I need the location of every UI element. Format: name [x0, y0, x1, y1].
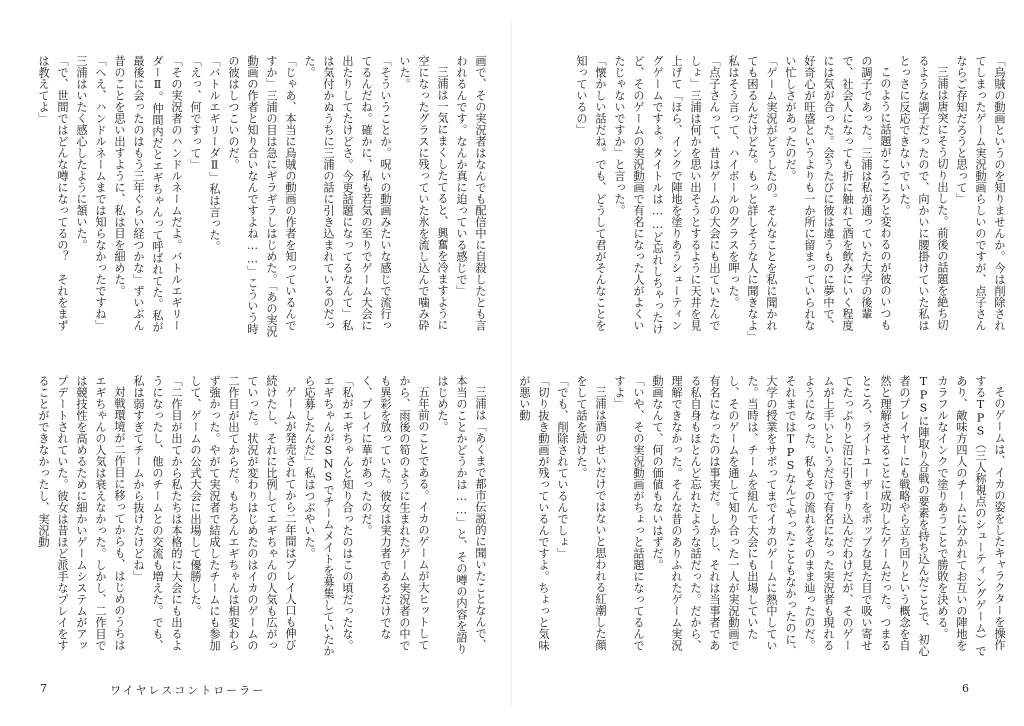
paragraph: 「じゃあ、本当に烏賊の動画の作者を知っているんですか」三浦の目は急にギラギラしはじめた。「あの実況動画の作者と知り合いなんですよね……」こういう時の彼はしつこいのだ。: [227, 55, 297, 337]
paragraph: 「そういうことか。呪いの動画みたいな感じで流行ってるんだね。確かに、私も若気の至りでゲーム大会に出たりしてたけどさ。今更話題になってるなんて」私は気付かぬうちに三浦の話に引き込まれているのだった。: [303, 55, 392, 331]
paragraph: 三浦は「あくまで都市伝説的に聞いたことなんで、本当のことかどうかは……」と、その噂の内容を語りはじめた。: [436, 375, 487, 655]
paragraph: 画で、その実況者はなんでも配信中に自殺したとも言われるんです。なんか真に迫っている感じで」: [455, 55, 487, 331]
paragraph: このように話題がころころと変わるのが彼のいつもの調子であった。三浦は私が通っていた大学の後輩で、社会人になっても折に触れて酒を飲みにいく程度には気が合った。会うたびに彼は違うものに夢中で、好奇心が旺盛というよりも一か所に留まっていられない忙しさがあったのだ。: [784, 55, 892, 331]
paragraph: 三浦は一気にまくしたてると、興奮を冷ますように空になったグラスに残っていた氷を流し込んで噛み砕いた。: [398, 55, 449, 331]
page-number-right: 6: [962, 682, 969, 695]
paragraph: 三浦は酒のせいだけではないと思われる紅潮した顔をして話を続けた。: [575, 375, 607, 651]
paragraph: 五年前のことである。イカのゲームが大ヒットしてから、雨後の筍のように生まれたゲーム実況者の中でも異彩を放っていた。彼女は実力者であるだけでなく、プレイに華があったのだ。: [360, 375, 430, 651]
left-page-bottom-text: [37, 375, 490, 657]
right-page-bottom-text: [518, 375, 1009, 657]
paragraph: 「烏賊の動画というのを知りませんか。今は削除されてしまったゲーム実況動画らしいのですが、点子さんならご存知だろうと思って」: [955, 55, 1006, 331]
paragraph: 「バトルエギリーダⅡ」私は言った。: [208, 55, 221, 253]
paragraph: 「でも、削除されているんでしょ」: [556, 375, 569, 559]
paragraph: 「で、世間ではどんな噂になってるの？ それをまずは教えてよ」: [37, 55, 69, 331]
paragraph: 「私がエギちゃんと知り合ったのはこの頃だったな。エギちゃんがSNSでチームメイトを募集していたから応募したんだ」私はつぶやいた。: [303, 375, 354, 657]
running-title: ワイヤレスコントローラー: [110, 684, 266, 697]
right-page-top-text: [575, 55, 1009, 337]
paragraph: 「その実況者のハンドルネームだよ。バトルエギリーダーⅡ。仲間内だとエギちゃんって呼ばれてた。私が最後に会ったのはもう三年ぐらい経つかな」ずいぶん昔のことを思い出すように、私は目を細めた。: [113, 55, 183, 333]
paragraph: ゲームが発売されてから二年間はプレイ人口も伸び続けたし、それに比例してエギちゃんの人気も広がっていった。状況が変わりはじめたのはイカのゲームの二作目が出てからだ。もちろんエギちゃんは相変わらず強かった。やがて実況者で結成したチームにも参加して、ゲームの公式大会に出場して優勝した。: [189, 375, 297, 651]
paragraph: 「へえ、ハンドルネームまでは知らなかったですね」三浦はいたく感心したように頷いた。: [75, 55, 107, 331]
paragraph: 「懐かしい話だね。でも、どうして君がそんなことを知っているの」: [575, 55, 607, 331]
paragraph: 「ゲーム実況がどうしたの。そんなことを私に聞かれても困るんだけどな。もっと詳しそうな人に聞きなよ」私はそう言って、ハイボールのグラスを呷った。: [727, 55, 778, 337]
paragraph: 「いや、その実況動画がちょっと話題になってるんですよ」: [613, 375, 645, 651]
paragraph: 「二作目が出てから私たちは本格的に大会にも出るようになったし、他のチームとの交流も増えた。でも、私は弱すぎてチームから抜けたけどね」: [132, 375, 183, 651]
paragraph: 三浦は唐突にそう切り出した。前後の話題を絶ち切るような調子だったので、向かいに腰掛けていた私はとっさに反応できないでいた。: [898, 55, 949, 331]
page-number-left: 7: [40, 682, 47, 695]
paragraph: そのゲームは、イカの姿をしたキャラクターを操作するTPS（三人称視点のシューティングゲーム）であり、敵味方四人のチームに分かれてお互いの陣地をカラフルなインクで塗りあうことで勝敗を決める。TPSに陣取り合戦の要素を持ち込んだことで、初心者のプレイヤーにも戦略やら立ち回りという概念を自然と理解させることに成功したゲームだった。つまるところ、ライトユーザーをポップな見た目で吸い寄せてたっぷりと沼に引きずり込んだわけだが、そのゲームが上手いというだけで有名になった実況者も現れるようになった。私もその流れをそのまま辿ったのだ。それまではTPSなんてやったこともなかったのに、大学の授業をサボってまでイカのゲームに熱中していた。当時は、チームを組んで大会にも出場していたし、そのゲームを通して知り合った一人が実況動画で有名になったのは事実だ。しかし、それは当事者である私自身もほとんど忘れたような話だった。だから、理解できなかった。そんな昔のありふれたゲーム実況動画なんて、何の価値もないはずだ。: [651, 375, 1006, 657]
paragraph: 「えっ、何ですって」: [189, 55, 202, 170]
left-page-top-text: [37, 55, 490, 337]
paragraph: 対戦環境が二作目に移ってからも、はじめのうちはエギちゃんの人気は衰えなかった。しかし、二作目では競技性を高めるために細かいゲームシステムがアップデートされていた。彼女は昔ほど派手なプレイをすることができなかったし、実況動: [37, 375, 126, 651]
right-page: [512, 0, 1024, 726]
paragraph: 「点子さんって、昔はゲームの大会にも出ていたんでしょ」三浦は何かを思い出そうとするように天井を見上げて「ほら、インクで陣地を塗りあうシューティングゲームですよ。タイトルは……ど忘れしちゃったけど、そのゲームの実況動画で有名になった人がよくいたじゃないですか」と言った。: [613, 55, 721, 335]
paragraph: 「切り抜き動画が残っているんですよ。ちょっと気味が悪い動: [518, 375, 550, 651]
